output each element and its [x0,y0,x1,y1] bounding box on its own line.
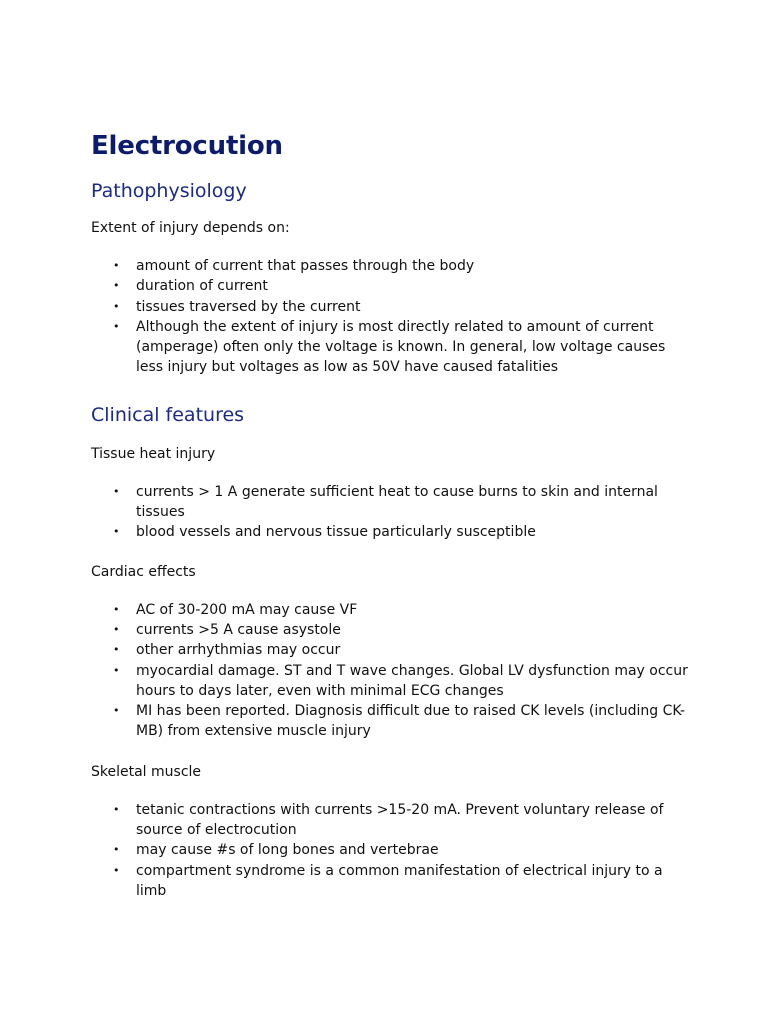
list-item: • currents >5 A cause asystole [91,620,691,640]
document-page [91,126,691,901]
list-item: • may cause #s of long bones and vertebrae [91,840,691,860]
list-item: • currents > 1 A generate sufficient heat to cause burns to skin and internal tissues [91,482,691,523]
list-item: • duration of current [91,276,691,296]
list-item: • AC of 30-200 mA may cause VF [91,600,691,620]
group-label-tissue-heat: Tissue heat injury [91,445,216,462]
list-item: • other arrhythmias may occur [91,640,691,660]
section-heading-pathophysiology: Pathophysiology [91,180,247,202]
list-tissue-heat [91,482,691,543]
page-title: Electrocution [91,131,283,161]
list-item: • blood vessels and nervous tissue particularly susceptible [91,522,691,542]
list-item: • tetanic contractions with currents >15-20 mA. Prevent voluntary release of source of electrocution [91,800,691,841]
list-item: • myocardial damage. ST and T wave changes. Global LV dysfunction may occur hours to days later, even with minimal ECG changes [91,661,691,702]
group-label-extent: Extent of injury depends on: [91,220,290,236]
list-item: • amount of current that passes through the body [91,256,691,276]
list-item: • compartment syndrome is a common manifestation of electrical injury to a limb [91,861,691,902]
group-label-cardiac: Cardiac effects [91,563,196,580]
list-extent [91,256,691,378]
list-item: • MI has been reported. Diagnosis difficult due to raised CK levels (including CK-MB) from extensive muscle injury [91,701,691,742]
list-cardiac [91,600,691,742]
group-label-skeletal: Skeletal muscle [91,763,202,780]
list-item: • tissues traversed by the current [91,297,691,317]
list-skeletal [91,800,691,901]
list-item: • Although the extent of injury is most directly related to amount of current (amperage) often only the voltage is known. In general, low voltage causes less injury but voltages as low as 50V have caused fatalities [91,317,691,378]
section-heading-clinical-features: Clinical features [91,403,245,426]
